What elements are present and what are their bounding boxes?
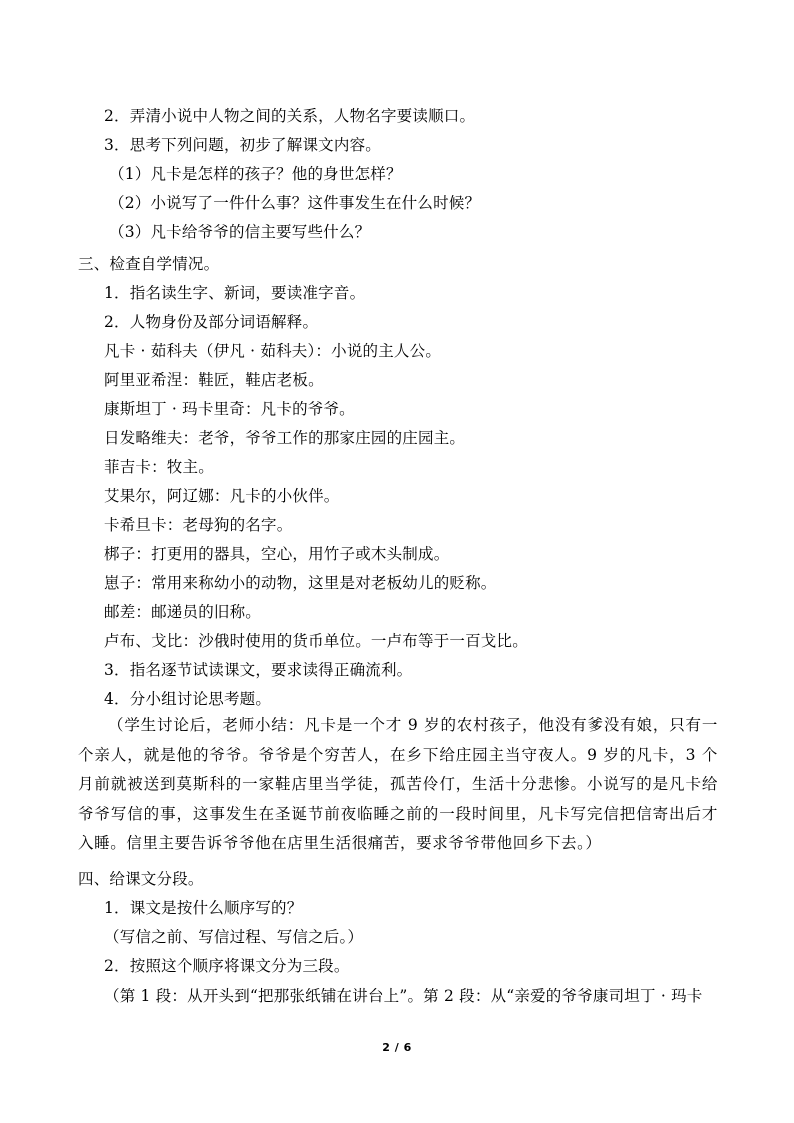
text-line: 三、检查自学情况。 (78, 255, 220, 273)
text-line: 康斯坦丁 · 玛卡里奇：凡卡的爷爷。 (104, 400, 355, 418)
text-line: 1．指名读生字、新词，要读准字音。 (104, 284, 366, 302)
text-line: 卡希旦卡：老母狗的名字。 (104, 516, 293, 534)
text-line: 1．课文是按什么顺序写的？ (104, 899, 303, 917)
text-line: 2．人物身份及部分词语解释。 (104, 313, 319, 331)
text-line: （第 1 段：从开头到“把那张纸铺在讲台上”。第 2 段：从“亲爱的爷爷康司坦丁 · 玛卡 (104, 987, 703, 1005)
text-line: 阿里亚希涅：鞋匠，鞋店老板。 (104, 371, 324, 389)
text-line: 艾果尔，阿辽娜：凡卡的小伙伴。 (104, 487, 340, 505)
text-line: 2．按照这个顺序将课文分为三段。 (104, 957, 350, 975)
text-line: 日发略维夫：老爷，爷爷工作的那家庄园的庄园主。 (104, 429, 466, 447)
text-line: （2）小说写了一件什么事？这件事发生在什么时候？ (109, 194, 481, 212)
text-line: 3．思考下列问题，初步了解课文内容。 (104, 136, 381, 154)
text-line: （1）凡卡是怎样的孩子？他的身世怎样？ (109, 165, 402, 183)
text-line: 菲吉卡：牧主。 (104, 458, 214, 476)
text-line: 2．弄清小说中人物之间的关系，人物名字要读顺口。 (104, 107, 476, 125)
text-line: 四、给课文分段。 (78, 870, 204, 888)
text-line: 3．指名逐节试读课文，要求读得正确流利。 (104, 661, 413, 679)
page-number: 2 / 6 (382, 1041, 412, 1054)
text-line: 4．分小组讨论思考题。 (104, 690, 272, 708)
text-line: 凡卡 · 茹科夫（伊凡 · 茹科夫）：小说的主人公。 (104, 342, 442, 360)
text-line: 崽子：常用来称幼小的动物，这里是对老板幼儿的贬称。 (104, 574, 497, 592)
text-line: 梆子：打更用的器具，空心，用竹子或木头制成。 (104, 545, 450, 563)
text-line: 卢布、戈比：沙俄时使用的货币单位。一卢布等于一百戈比。 (104, 632, 528, 650)
discussion-summary-paragraph: （学生讨论后，老师小结：凡卡是一个才 9 岁的农村孩子，他没有爹没有娘，只有一个亲人，就是他的爷爷。爷爷是个穷苦人，在乡下给庄园主当守夜人。9 岁的凡卡，3 个月前就被送到莫斯科的一家鞋店里当学徒，孤苦伶仃，生活十分悲惨。小说写的是凡卡给爷爷写信的事，这事发生在圣诞节前夜临睡之前的一段时间里，凡卡写完信把信寄出后才入睡。信里主要告诉爷爷他在店里生活很痛苦，要求爷爷带他回乡下去。） (78, 716, 718, 852)
text-line: 邮差：邮递员的旧称。 (104, 603, 262, 621)
text-line: （写信之前、写信过程、写信之后。） (104, 928, 364, 946)
text-line: （3）凡卡给爷爷的信主要写些什么？ (109, 223, 371, 241)
